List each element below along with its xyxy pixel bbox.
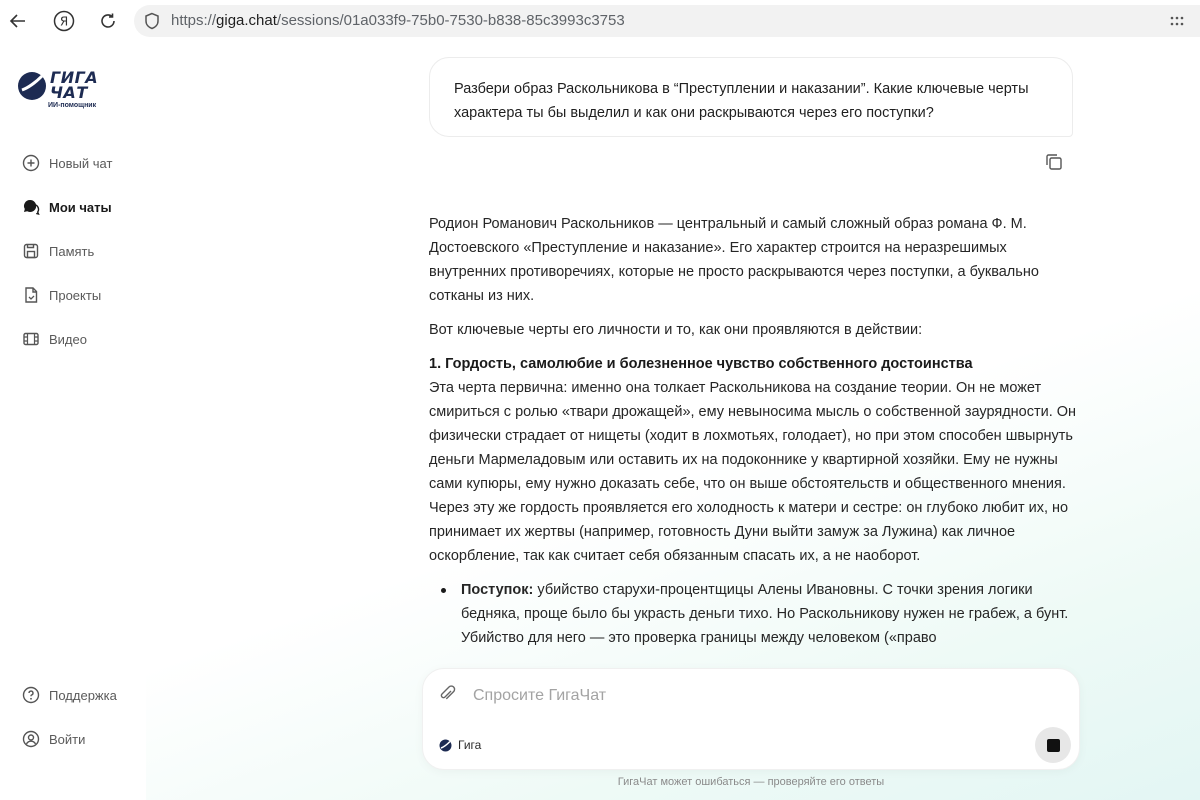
yandex-icon[interactable]	[52, 9, 76, 33]
sidebar-item-label: Мои чаты	[49, 199, 112, 215]
sidebar-item-projects[interactable]	[22, 285, 101, 305]
stop-icon	[1047, 739, 1060, 752]
giga-model-icon	[439, 739, 452, 752]
logo-word: ГИГА ЧАТ	[50, 68, 99, 102]
answer-lead: Вот ключевые черты его личности и то, как они проявляются в действии:	[429, 322, 923, 338]
sidebar	[0, 42, 146, 800]
list-item	[461, 578, 1079, 650]
address-bar[interactable]	[134, 5, 1200, 37]
user-message-bubble: Разбери образ Раскольникова в “Преступлении и наказании”. Какие ключевые черты характера ты бы выделил и как они раскрываются через его поступки?	[429, 57, 1073, 137]
reload-icon[interactable]	[96, 9, 120, 33]
browser-toolbar	[0, 0, 1200, 42]
more-options-icon[interactable]	[1168, 12, 1186, 30]
assistant-answer	[429, 212, 1079, 650]
sidebar-item-label: Проекты	[49, 287, 102, 303]
sidebar-item-my-chats[interactable]	[22, 197, 112, 217]
sidebar-item-video[interactable]	[22, 329, 87, 349]
answer-section-title: 1. Гордость, самолюбие и болезненное чувство собственного достоинства	[429, 356, 973, 372]
sidebar-item-label: Войти	[49, 731, 86, 747]
user-circle-icon	[22, 730, 40, 748]
chat-bubbles-icon	[22, 198, 40, 216]
url-text: https://giga.chat/sessions/01a033f9-75b0-7530-b838-85c3993c3753	[171, 12, 625, 29]
sidebar-item-support[interactable]	[22, 685, 117, 705]
stop-generation-button[interactable]	[1035, 727, 1071, 763]
sidebar-item-login[interactable]	[22, 729, 85, 749]
model-selector[interactable]	[439, 738, 481, 752]
message-composer	[422, 668, 1080, 770]
document-icon	[22, 286, 40, 304]
copy-icon[interactable]	[1044, 152, 1064, 172]
sidebar-item-label: Новый чат	[49, 155, 113, 171]
prompt-input[interactable]	[473, 685, 1013, 707]
sidebar-item-label: Видео	[49, 331, 87, 347]
bullet-text: убийство старухи-процентщицы Алены Ивановны. С точки зрения логики бедняка, проще было бы украсть деньги тихо. Но Раскольникову нужен не грабеж, а бунт. Убийство для него — это проверка границы между человеком («право	[461, 582, 1069, 646]
svg-text:Я: Я	[59, 14, 69, 29]
logo-subtitle: ИИ-помощник	[48, 102, 97, 109]
chat-area	[146, 42, 1200, 800]
sidebar-item-new-chat[interactable]	[22, 153, 112, 173]
sidebar-item-label: Поддержка	[49, 687, 117, 703]
answer-intro: Родион Романович Раскольников — центральный и самый сложный образ романа Ф. М. Достоевского «Преступление и наказание». Его характер строится на неразрешимых внутренних противоречиях, которые не просто раскрываются через поступки, а буквально сотканы из них.	[429, 216, 1039, 304]
model-label: Гига	[458, 738, 482, 752]
help-circle-icon	[22, 686, 40, 704]
gigachat-logo[interactable]	[16, 70, 116, 114]
floppy-icon	[22, 242, 40, 260]
bullet-label: Поступок:	[461, 582, 534, 598]
film-icon	[22, 330, 40, 348]
disclaimer-text: ГигаЧат может ошибаться — проверяйте его ответы	[617, 776, 885, 788]
plus-circle-icon	[22, 154, 40, 172]
sidebar-item-label: Память	[49, 243, 95, 259]
shield-icon	[144, 12, 160, 30]
back-icon[interactable]	[6, 9, 30, 33]
paperclip-icon[interactable]	[437, 684, 457, 704]
gigachat-logo-icon	[16, 70, 48, 102]
sidebar-item-memory[interactable]	[22, 241, 94, 261]
answer-section-text: Эта черта первична: именно она толкает Раскольникова на создание теории. Он не может смириться с ролью «твари дрожащей», ему невыносима мысль о собственной заурядности. Он физически страдает от нищеты (ходит в лохмотьях, голодает), но при этом способен швырнуть деньги Мармеладовым или оставить их на подоконнике у квартирной хозяйки. Ему не нужны сами купюры, ему нужно доказать себе, что он выше обстоятельств и общественного мнения. Через эту же гордость проявляется его холодность к матери и сестре: он глубоко любит их, но принимает их жертвы (например, готовность Дуни выйти замуж за Лужина) как личное оскорбление, так как считает себя обязанным спасать их, а не наоборот.	[429, 380, 1077, 564]
answer-bullet-list	[429, 578, 1079, 650]
